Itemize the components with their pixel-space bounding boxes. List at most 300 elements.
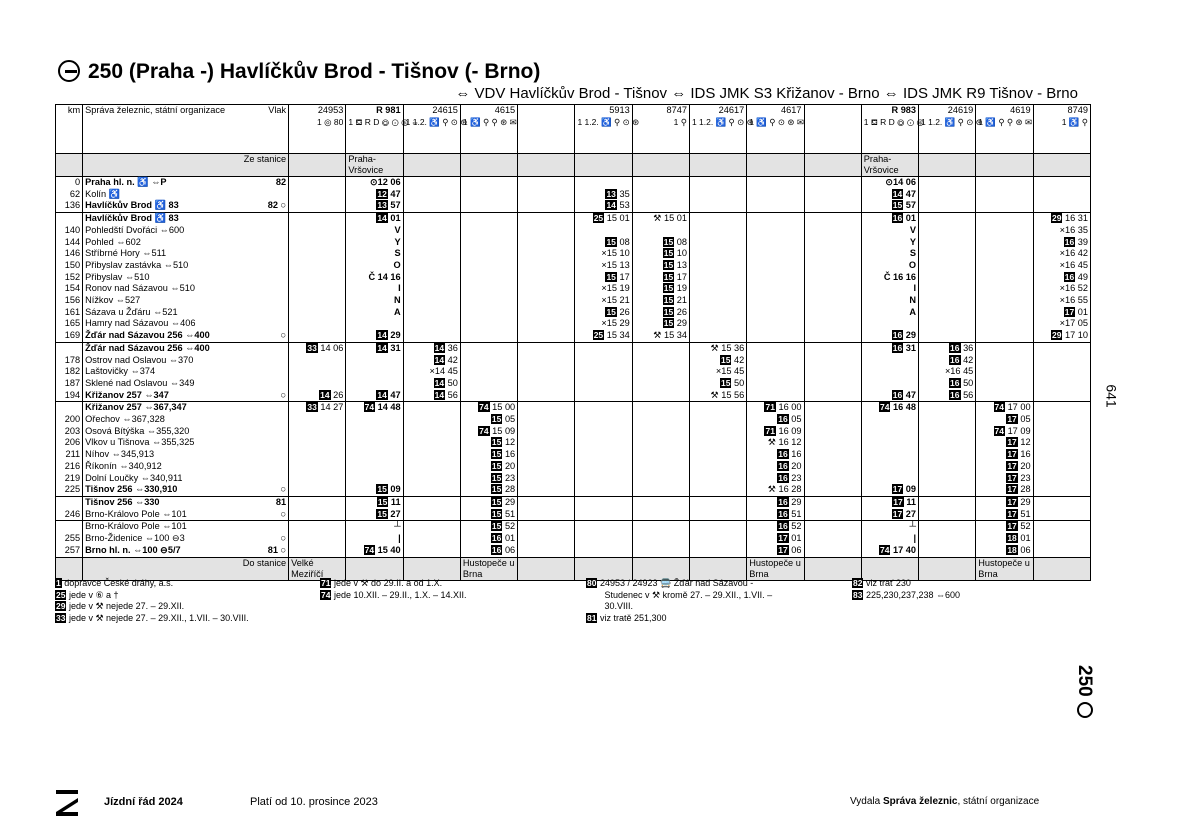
time-cell: 17 16: [976, 449, 1033, 461]
time-cell: [689, 484, 746, 496]
time-cell: 17 12: [976, 437, 1033, 449]
time-cell: [518, 355, 575, 367]
time-cell: [575, 378, 632, 390]
time-cell: 15 29: [632, 318, 689, 330]
time-cell: [289, 177, 346, 189]
train-header: 24953 1 ◎ 80: [289, 105, 346, 154]
train-header: 24617 1 1.2. ♿ ⚲ ⊙ ⊛: [689, 105, 746, 154]
time-cell: O: [861, 260, 918, 272]
to-station-cell: [861, 557, 918, 580]
time-cell: [518, 366, 575, 378]
km-cell: 178: [56, 355, 83, 367]
time-cell: ┴: [346, 521, 403, 533]
time-cell: 15 28: [460, 484, 517, 496]
time-cell: [689, 461, 746, 473]
footnote: 74 jede 10.XII. – 29.II., 1.X. – 14.XII.: [321, 589, 467, 600]
time-cell: [632, 402, 689, 414]
time-cell: Č 16 16: [861, 272, 918, 284]
time-cell: 33 14 27: [289, 402, 346, 414]
time-cell: [976, 200, 1033, 212]
time-cell: [632, 378, 689, 390]
time-cell: [861, 437, 918, 449]
time-cell: [460, 378, 517, 390]
train-header: 4617 1 ♿ ⚲ ⊙ ⊛ ✉: [747, 105, 804, 154]
side-label: 250: [1073, 665, 1095, 718]
km-cell: 257: [56, 545, 83, 557]
operator-header: Správa železnic, státní organizace Vlak: [83, 105, 289, 154]
time-cell: 15 57: [861, 200, 918, 212]
time-cell: [1033, 378, 1090, 390]
time-cell: N: [861, 295, 918, 307]
time-cell: 16 29: [747, 496, 804, 508]
time-cell: 71 16 09: [747, 426, 804, 438]
time-cell: [460, 295, 517, 307]
time-cell: 15 26: [575, 307, 632, 319]
train-header: [804, 105, 861, 154]
time-cell: [632, 496, 689, 508]
km-cell: [56, 496, 83, 508]
time-cell: [689, 521, 746, 533]
station-cell: Níhov ⇔345,913: [83, 449, 289, 461]
station-cell: Osová Bítýška ⇔355,320: [83, 426, 289, 438]
from-station-cell: [804, 154, 861, 177]
time-cell: [518, 237, 575, 249]
time-cell: [518, 378, 575, 390]
time-cell: ⚒ 15 56: [689, 390, 746, 402]
page-number: 641: [1103, 384, 1120, 408]
time-cell: [346, 461, 403, 473]
time-cell: [289, 237, 346, 249]
time-cell: [976, 378, 1033, 390]
station-cell: Tišnov 256 ⇔330,910 ○: [83, 484, 289, 496]
time-cell: [460, 272, 517, 284]
km-cell: 144: [56, 237, 83, 249]
time-cell: [632, 355, 689, 367]
time-cell: [689, 177, 746, 189]
time-cell: [747, 237, 804, 249]
to-station-cell: Hustopeče u Brna: [460, 557, 517, 580]
train-header: 5913 1 1.2. ♿ ⚲ ⊙ ⊛: [575, 105, 632, 154]
time-cell: [1033, 414, 1090, 426]
time-cell: [804, 496, 861, 508]
time-cell: 16 20: [747, 461, 804, 473]
footnotes-col-2: [320, 578, 467, 601]
time-cell: 16 23: [747, 473, 804, 485]
km-cell: 200: [56, 414, 83, 426]
time-cell: [1033, 521, 1090, 533]
time-cell: [346, 378, 403, 390]
time-cell: ×15 21: [575, 295, 632, 307]
time-cell: [747, 355, 804, 367]
to-station-cell: [575, 557, 632, 580]
timetable: [55, 104, 1091, 581]
time-cell: [919, 521, 976, 533]
time-cell: [575, 366, 632, 378]
time-cell: 12 47: [346, 189, 403, 201]
time-cell: [632, 473, 689, 485]
time-cell: [747, 177, 804, 189]
time-cell: 74 15 00: [460, 402, 517, 414]
table-row: [56, 260, 1091, 272]
time-cell: [804, 509, 861, 521]
time-cell: 16 52: [747, 521, 804, 533]
time-cell: ×16 45: [1033, 260, 1090, 272]
time-cell: [689, 330, 746, 342]
station-cell: Křižanov 257 ⇔367,347: [83, 402, 289, 414]
time-cell: [575, 509, 632, 521]
time-cell: [976, 283, 1033, 295]
time-cell: [919, 509, 976, 521]
time-cell: [632, 545, 689, 557]
time-cell: [518, 177, 575, 189]
time-cell: [804, 342, 861, 354]
footnotes-col-1: [55, 578, 249, 624]
table-row: [56, 272, 1091, 284]
time-cell: [919, 533, 976, 545]
time-cell: [632, 449, 689, 461]
km-cell: 154: [56, 283, 83, 295]
time-cell: [689, 200, 746, 212]
time-cell: [518, 473, 575, 485]
time-cell: [632, 484, 689, 496]
time-cell: [575, 496, 632, 508]
time-cell: [1033, 449, 1090, 461]
time-cell: [460, 213, 517, 225]
time-cell: N: [346, 295, 403, 307]
footnote: 30.VIII.: [602, 601, 634, 611]
station-cell: Dolní Loučky ⇔340,911: [83, 473, 289, 485]
time-cell: [861, 414, 918, 426]
time-cell: [289, 378, 346, 390]
time-cell: [460, 248, 517, 260]
time-cell: ⊙14 06: [861, 177, 918, 189]
time-cell: 14 01: [346, 213, 403, 225]
time-cell: [518, 295, 575, 307]
time-cell: Č 14 16: [346, 272, 403, 284]
time-cell: 71 16 00: [747, 402, 804, 414]
time-cell: 15 50: [689, 378, 746, 390]
time-cell: [460, 283, 517, 295]
station-cell: Havlíčkův Brod ♿ 83 82 ○: [83, 200, 289, 212]
time-cell: 16 29: [861, 330, 918, 342]
time-cell: [804, 402, 861, 414]
footnote: 71 jede v ⚒ do 29.II. a od 1.X.: [321, 578, 443, 588]
time-cell: [460, 342, 517, 354]
time-cell: [289, 330, 346, 342]
time-cell: [919, 496, 976, 508]
time-cell: [632, 509, 689, 521]
time-cell: [689, 213, 746, 225]
to-station-cell: [689, 557, 746, 580]
train-header: R 983 1 ⛾ R D ◎ ⊙ ⊛: [861, 105, 918, 154]
time-cell: [403, 545, 460, 557]
time-cell: [289, 449, 346, 461]
time-cell: [976, 177, 1033, 189]
train-header: 4619 1 ♿ ⚲ ⚲ ⊛ ✉: [976, 105, 1033, 154]
time-cell: [689, 307, 746, 319]
time-cell: [632, 342, 689, 354]
time-cell: [976, 237, 1033, 249]
time-cell: 74 17 40: [861, 545, 918, 557]
time-cell: [632, 521, 689, 533]
time-cell: [1033, 426, 1090, 438]
to-station-cell: [919, 557, 976, 580]
from-station-cell: [518, 154, 575, 177]
time-cell: [289, 283, 346, 295]
km-cell: [56, 342, 83, 354]
time-cell: ×15 45: [689, 366, 746, 378]
cd-logo-icon: [1077, 702, 1093, 718]
time-cell: [804, 237, 861, 249]
time-cell: [919, 295, 976, 307]
time-cell: [1033, 189, 1090, 201]
footnotes-col-3: [586, 578, 772, 624]
table-row: [56, 342, 1091, 354]
time-cell: [518, 449, 575, 461]
table-row: [56, 437, 1091, 449]
time-cell: [804, 177, 861, 189]
time-cell: 15 52: [460, 521, 517, 533]
time-cell: 14 53: [575, 200, 632, 212]
time-cell: [289, 307, 346, 319]
time-cell: [976, 225, 1033, 237]
table-row: [56, 366, 1091, 378]
table-row: [56, 318, 1091, 330]
time-cell: 13 57: [346, 200, 403, 212]
time-cell: [403, 426, 460, 438]
train-header: 8749 1 ♿ ⚲: [1033, 105, 1090, 154]
time-cell: [403, 437, 460, 449]
time-cell: [403, 461, 460, 473]
time-cell: V: [861, 225, 918, 237]
time-cell: [804, 521, 861, 533]
time-cell: 16 47: [861, 390, 918, 402]
train-header: 24619 1 1.2. ♿ ⚲ ⊙ ⊛: [919, 105, 976, 154]
time-cell: ×16 52: [1033, 283, 1090, 295]
page-subtitle: ⇔ VDV Havlíčkův Brod - Tišnov ⇔ IDS JMK S3 Křižanov - Brno ⇔ IDS JMK R9 Tišnov - Brno: [455, 85, 1078, 102]
table-row: [56, 248, 1091, 260]
time-cell: [403, 189, 460, 201]
km-cell: 255: [56, 533, 83, 545]
from-station-cell: [1033, 154, 1090, 177]
time-cell: Y: [346, 237, 403, 249]
time-cell: [575, 473, 632, 485]
to-station-cell: [403, 557, 460, 580]
km-cell: 161: [56, 307, 83, 319]
time-cell: [575, 390, 632, 402]
time-cell: [575, 484, 632, 496]
time-cell: 16 01: [861, 213, 918, 225]
time-cell: [919, 237, 976, 249]
time-cell: [403, 509, 460, 521]
train-header: R 981 1 ⛾ R D ◎ ⊙ ⊛ ⇔: [346, 105, 403, 154]
time-cell: [919, 461, 976, 473]
time-cell: [460, 366, 517, 378]
time-cell: [919, 283, 976, 295]
time-cell: [289, 484, 346, 496]
time-cell: [804, 473, 861, 485]
to-station-cell: Velké Meziříčí: [289, 557, 346, 580]
time-cell: [689, 225, 746, 237]
time-cell: 17 23: [976, 473, 1033, 485]
time-cell: [861, 461, 918, 473]
table-row: [56, 237, 1091, 249]
table-row: [56, 189, 1091, 201]
train-header: 8747 1 ⚲: [632, 105, 689, 154]
time-cell: [460, 260, 517, 272]
time-cell: [632, 366, 689, 378]
time-cell: [804, 272, 861, 284]
time-cell: [518, 426, 575, 438]
station-cell: Laštovičky ⇔374: [83, 366, 289, 378]
to-station-label: Do stanice: [83, 557, 289, 580]
time-cell: [919, 484, 976, 496]
time-cell: [1033, 390, 1090, 402]
time-cell: 15 29: [460, 496, 517, 508]
time-cell: [518, 330, 575, 342]
table-row: [56, 509, 1091, 521]
time-cell: [861, 366, 918, 378]
time-cell: 17 11: [861, 496, 918, 508]
time-cell: [747, 318, 804, 330]
time-cell: [518, 225, 575, 237]
time-cell: [804, 437, 861, 449]
time-cell: [1033, 366, 1090, 378]
time-cell: [804, 449, 861, 461]
time-cell: [1033, 533, 1090, 545]
time-cell: [289, 545, 346, 557]
time-cell: [289, 437, 346, 449]
time-cell: [747, 330, 804, 342]
km-cell: 165: [56, 318, 83, 330]
time-cell: [804, 283, 861, 295]
time-cell: I: [861, 283, 918, 295]
footer-title: Jízdní řád 2024: [104, 796, 183, 808]
time-cell: [403, 484, 460, 496]
time-cell: Y: [861, 237, 918, 249]
to-station-cell: [518, 557, 575, 580]
time-cell: 13 35: [575, 189, 632, 201]
time-cell: [518, 437, 575, 449]
time-cell: [919, 473, 976, 485]
time-cell: 14 50: [403, 378, 460, 390]
time-cell: 18 01: [976, 533, 1033, 545]
time-cell: [804, 355, 861, 367]
train-header: 24615 1 1.2. ♿ ⚲ ⊙ ⊛: [403, 105, 460, 154]
table-row: [56, 545, 1091, 557]
time-cell: [804, 390, 861, 402]
station-cell: Pohledští Dvořáci ⇔600: [83, 225, 289, 237]
time-cell: [632, 177, 689, 189]
time-cell: [689, 318, 746, 330]
time-cell: [346, 355, 403, 367]
time-cell: [689, 414, 746, 426]
time-cell: [919, 189, 976, 201]
time-cell: [346, 437, 403, 449]
time-cell: 15 17: [575, 272, 632, 284]
table-row: [56, 378, 1091, 390]
time-cell: [976, 318, 1033, 330]
time-cell: 14 56: [403, 390, 460, 402]
time-cell: 16 05: [747, 414, 804, 426]
time-cell: [1033, 496, 1090, 508]
time-cell: 15 08: [632, 237, 689, 249]
time-cell: [976, 330, 1033, 342]
time-cell: [976, 260, 1033, 272]
time-cell: [1033, 437, 1090, 449]
time-cell: [575, 521, 632, 533]
table-row: [56, 390, 1091, 402]
time-cell: [919, 426, 976, 438]
time-cell: [689, 545, 746, 557]
km-cell: 136: [56, 200, 83, 212]
time-cell: [919, 414, 976, 426]
time-cell: [804, 545, 861, 557]
time-cell: ⚒ 16 12: [747, 437, 804, 449]
time-cell: [289, 189, 346, 201]
to-station-cell: [346, 557, 403, 580]
time-cell: [804, 366, 861, 378]
time-cell: [919, 330, 976, 342]
time-cell: ×16 35: [1033, 225, 1090, 237]
time-cell: [518, 496, 575, 508]
km-cell: 246: [56, 509, 83, 521]
time-cell: [747, 366, 804, 378]
time-cell: [747, 189, 804, 201]
table-row: [56, 295, 1091, 307]
time-cell: [632, 533, 689, 545]
time-cell: [289, 225, 346, 237]
time-cell: [747, 260, 804, 272]
km-cell: 219: [56, 473, 83, 485]
station-cell: Kolín ♿: [83, 189, 289, 201]
time-cell: [575, 426, 632, 438]
time-cell: [289, 260, 346, 272]
station-cell: Vlkov u Tišnova ⇔355,325: [83, 437, 289, 449]
time-cell: [518, 200, 575, 212]
time-cell: [518, 342, 575, 354]
time-cell: S: [861, 248, 918, 260]
footer-publisher: Vydala Správa železnic, státní organizace: [850, 796, 1040, 807]
station-cell: Praha hl. n. ♿ ⇔P 82: [83, 177, 289, 189]
time-cell: [1033, 484, 1090, 496]
station-cell: Stříbrné Hory ⇔511: [83, 248, 289, 260]
time-cell: [403, 496, 460, 508]
time-cell: 17 06: [747, 545, 804, 557]
time-cell: [747, 213, 804, 225]
time-cell: [976, 366, 1033, 378]
time-cell: |: [861, 533, 918, 545]
time-cell: ×16 45: [919, 366, 976, 378]
time-cell: [632, 414, 689, 426]
station-cell: Sázava u Žďáru ⇔521: [83, 307, 289, 319]
time-cell: [689, 189, 746, 201]
time-cell: [403, 260, 460, 272]
station-cell: Havlíčkův Brod ♿ 83: [83, 213, 289, 225]
time-cell: [518, 521, 575, 533]
time-cell: [289, 213, 346, 225]
time-cell: [575, 225, 632, 237]
table-row: [56, 402, 1091, 414]
time-cell: 15 13: [632, 260, 689, 272]
station-cell: Tišnov 256 ⇔330 81: [83, 496, 289, 508]
time-cell: [632, 200, 689, 212]
time-cell: [403, 200, 460, 212]
time-cell: 16 16: [747, 449, 804, 461]
time-cell: [1033, 177, 1090, 189]
time-cell: [632, 426, 689, 438]
time-cell: [861, 318, 918, 330]
